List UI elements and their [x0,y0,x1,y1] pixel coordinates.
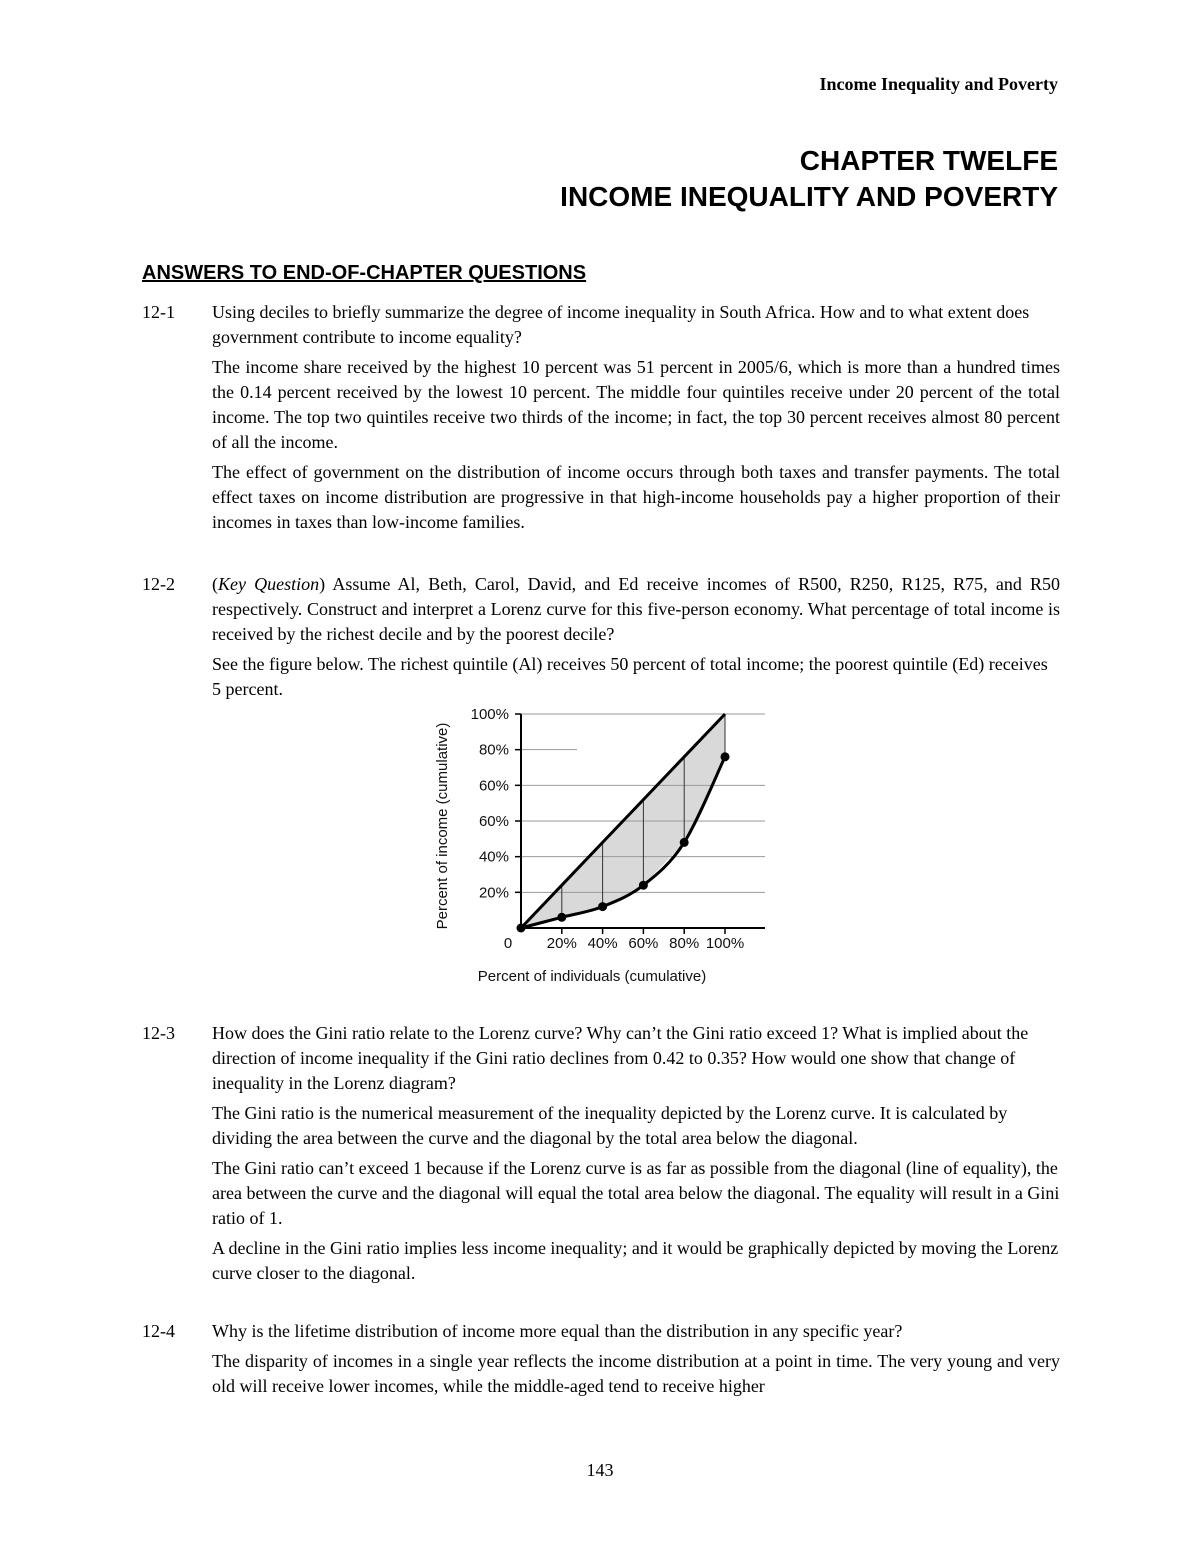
chapter-name: INCOME INEQUALITY AND POVERTY [560,181,1058,212]
running-header: Income Inequality and Poverty [819,74,1058,94]
x-tick-label: 40% [587,935,618,952]
x-tick-label: 0 [503,935,513,952]
key-question-label: Key Question [218,574,320,594]
question-12-3 [142,1021,1060,1291]
answer-paragraph: The Gini ratio is the numerical measurement of the inequality depicted by the Lorenz curve. It is calculated by dividing the area between the curve and the diagonal by the total area below the diagonal. [212,1103,1008,1148]
chapter-number: CHAPTER TWELFE [799,145,1058,176]
y-tick-label: 60% [478,777,509,795]
lorenz-point [557,913,566,922]
answer-paragraph: A decline in the Gini ratio implies less income inequality; and it would be graphically depicted by moving the Lorenz curve closer to the diagonal. [212,1238,1059,1283]
question-number: 12-2 [142,574,175,594]
y-tick-label: 80% [478,741,509,759]
question-text [212,572,1060,647]
answer-paragraph: See the figure below. The richest quintile (Al) receives 50 percent of total income; the poorest quintile (Ed) receives 5 percent. [212,654,1048,699]
question-12-4 [142,1319,1060,1404]
y-tick-label: 100% [470,706,509,723]
page-number: 143 [586,1460,614,1480]
x-tick-label: 60% [628,935,659,952]
question-text: How does the Gini ratio relate to the Lorenz curve? Why can’t the Gini ratio exceed 1? What is implied about the direction of income inequality if the Gini ratio declines from 0.42 to 0.35? How would one show that change of inequality in the Lorenz diagram? [212,1023,1029,1093]
question-rest: ) Assume Al, Beth, Carol, David, and Ed receive incomes of R500, R250, R125, R75, and R50 respectively. Construct and interpret a Lorenz curve for this five-person economy. What percentage of total income is received by the richest decile and by the poorest decile? [212,574,1061,644]
lorenz-curve-chart [425,700,795,1000]
question-number: 12-3 [142,1023,175,1043]
y-tick-label: 20% [478,884,509,902]
question-12-2 [142,572,1060,707]
x-axis-label: Percent of individuals (cumulative) [477,968,707,985]
x-tick-label: 80% [669,935,700,952]
lorenz-point [517,924,526,933]
x-tick-label: 100% [705,935,745,952]
section-heading: ANSWERS TO END-OF-CHAPTER QUESTIONS [142,262,587,284]
answer-paragraph: The Gini ratio can’t exceed 1 because if the Lorenz curve is as far as possible from the diagonal (line of equality), the area between the curve and the diagonal will equal the total area below the diagonal. The equality will result in a Gini ratio of 1. [212,1158,1060,1228]
answer-paragraph: The income share received by the highest 10 percent was 51 percent in 2005/6, which is more than a hundred times the 0.14 percent received by the lowest 10 percent. The middle four quintiles receive under 20 percent of the total income. The top two quintiles receive two thirds of the income; in fact, the top 30 percent receives almost 80 percent of all the income. [212,357,1060,452]
chapter-title [560,143,1058,215]
answer-paragraph: The effect of government on the distribution of income occurs through both taxes and transfer payments. The total effect taxes on income distribution are progressive in that high-income households pay a higher proportion of their incomes in taxes than low-income families. [212,462,1060,532]
y-tick-label: 60% [478,813,509,830]
lorenz-point [680,838,689,847]
question-12-1 [142,300,1060,540]
x-tick-labels [504,935,744,952]
question-number: 12-1 [142,302,175,322]
lorenz-point [598,902,607,911]
y-axis-label: Percent of income (cumulative) [434,722,451,930]
question-text: Using deciles to briefly summarize the degree of income inequality in South Africa. How and to what extent does government contribute to income equality? [212,302,1030,347]
y-tick-label: 40% [478,848,509,866]
y-tick-labels [471,706,509,901]
answer-paragraph: The disparity of incomes in a single year reflects the income distribution at a point in time. The very young and very old will receive lower incomes, while the middle-aged tend to receive higher [212,1351,1060,1396]
question-prefix: ( [212,574,218,594]
x-tick-label: 20% [546,935,577,952]
lorenz-point [721,752,730,761]
question-text: Why is the lifetime distribution of income more equal than the distribution in any specific year? [212,1321,903,1341]
lorenz-point [639,881,648,890]
question-number: 12-4 [142,1321,175,1341]
